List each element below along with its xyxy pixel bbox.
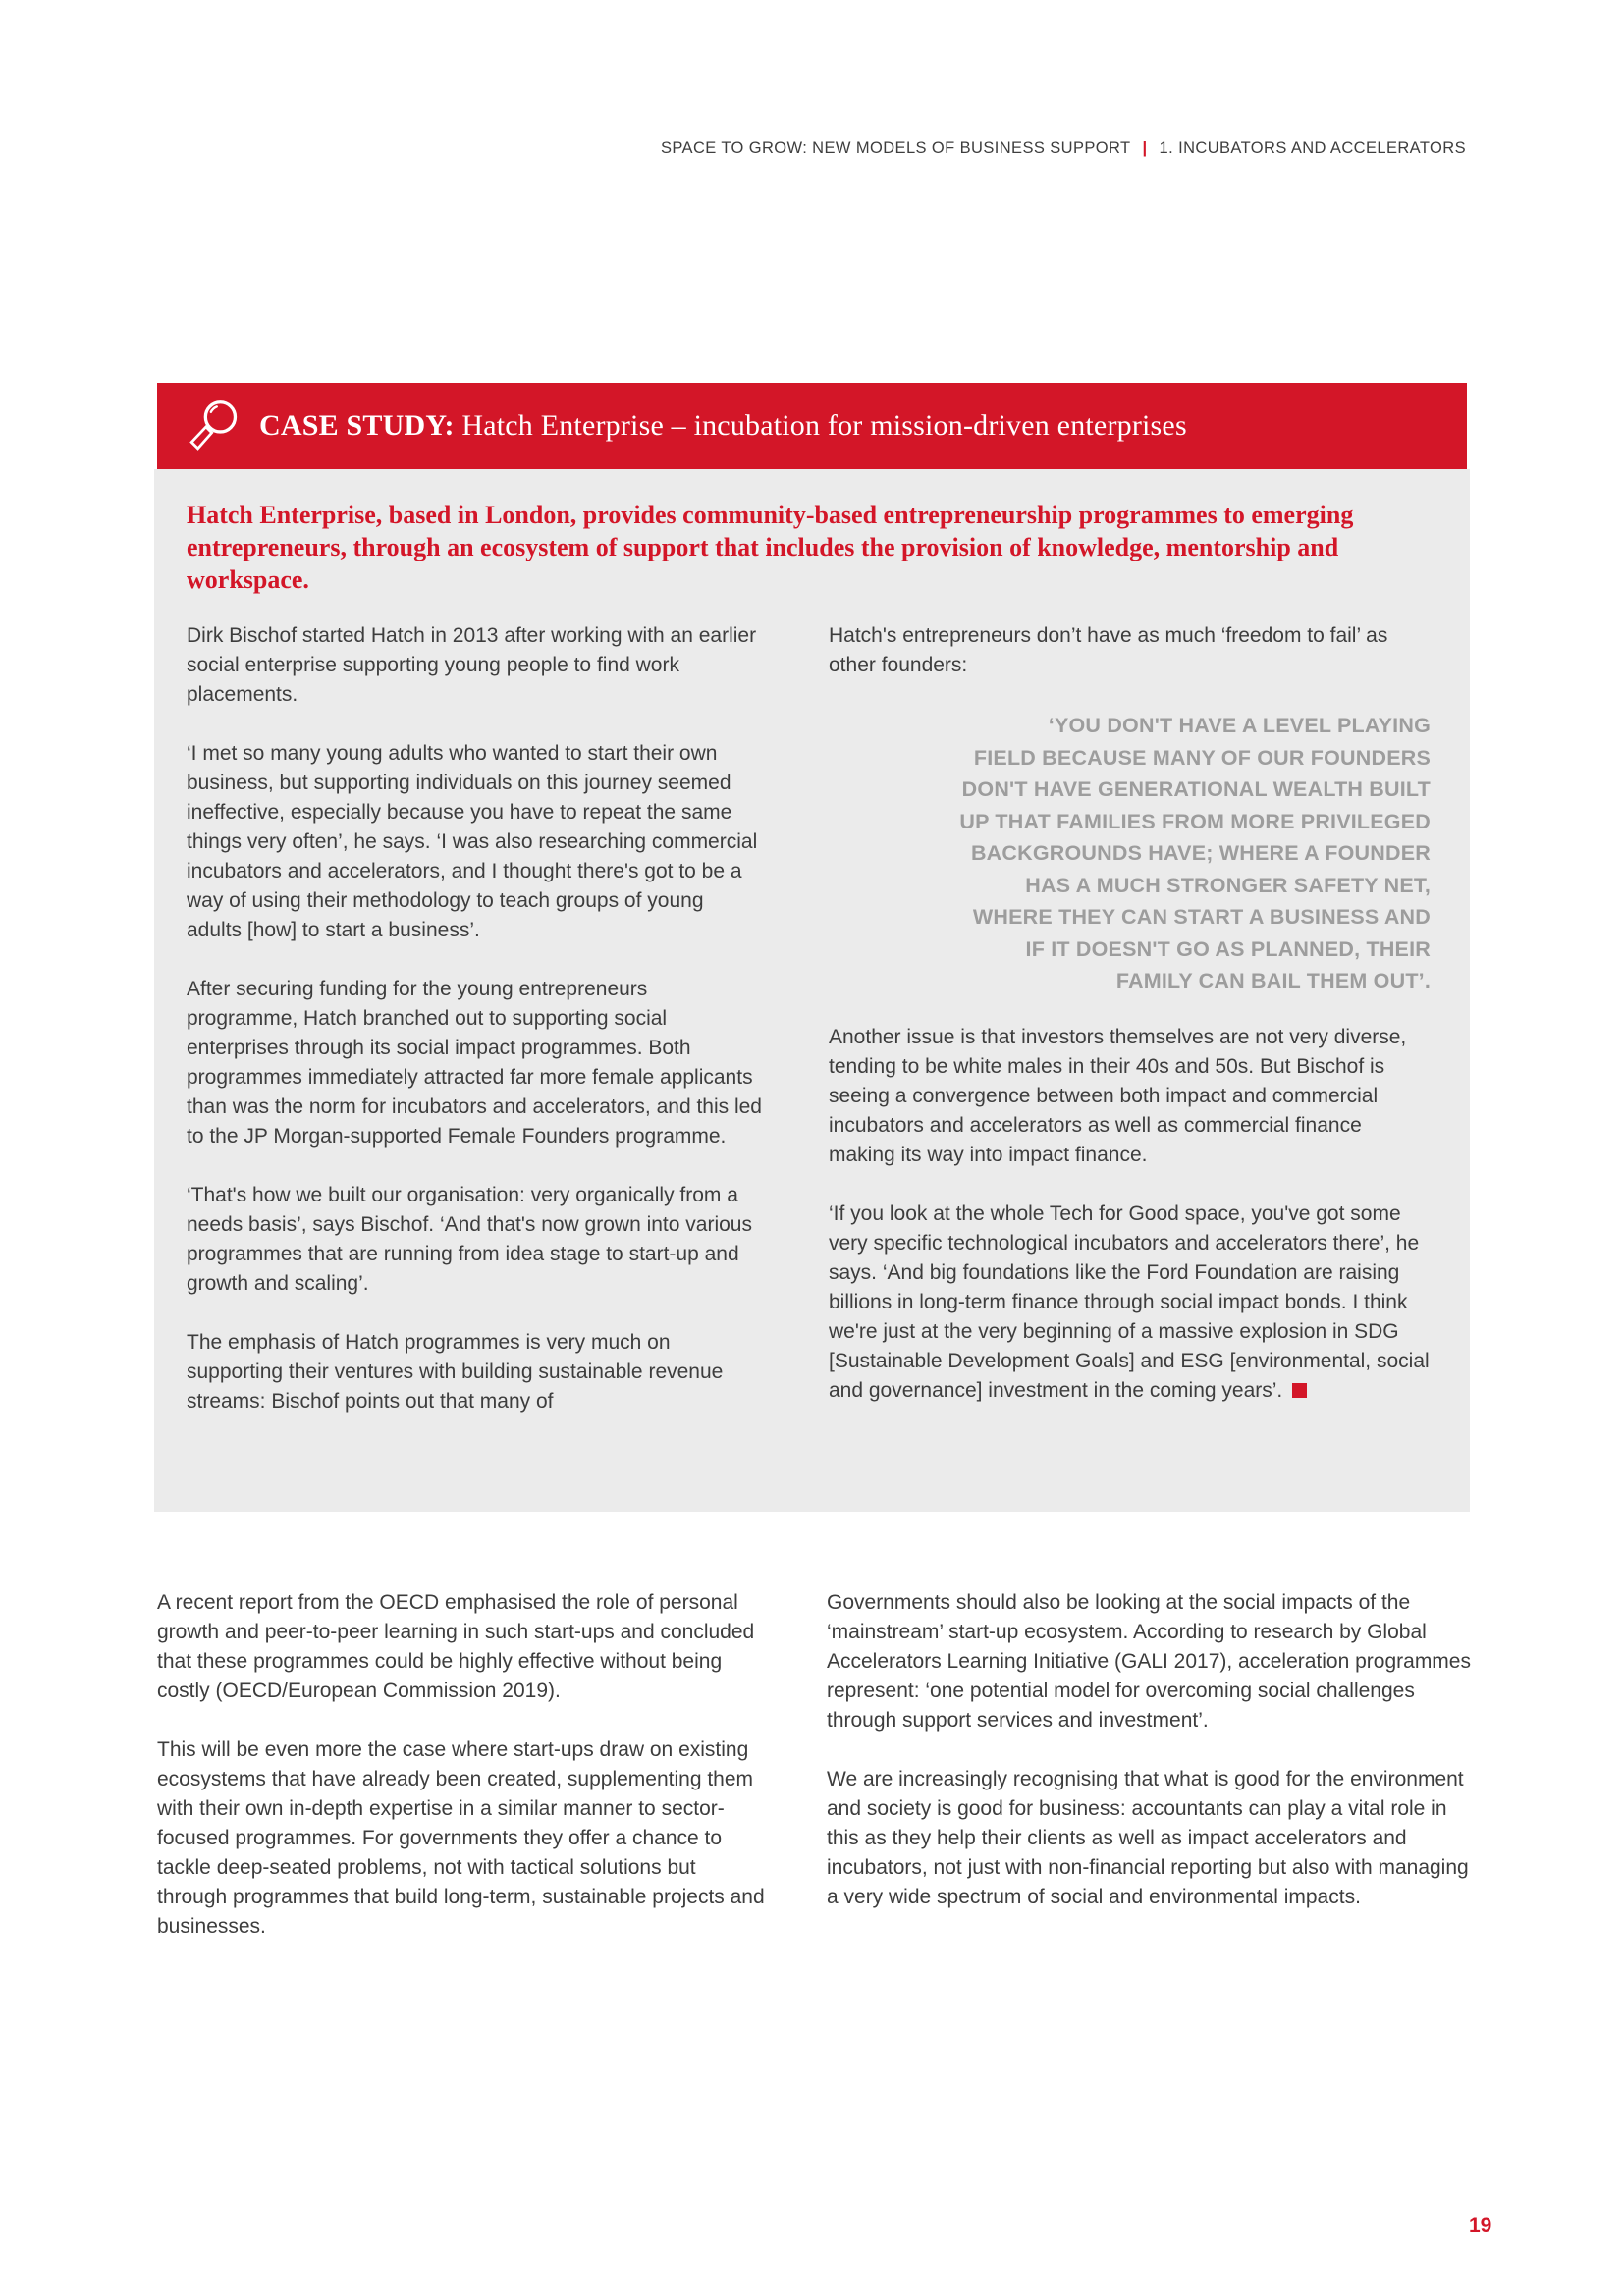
paragraph: ‘That's how we built our organisation: very organically from a needs basis’, says Bischof. ‘And that's now grown into various programmes that are running from idea stage to start-up and growth and scaling’. <box>187 1184 752 1295</box>
pull-quote-line: FIELD BECAUSE MANY OF OUR FOUNDERS <box>973 745 1431 770</box>
paragraph: Governments should also be looking at the social impacts of the ‘mainstream’ start-up ecosystem. According to research by Global Accelerators Learning Initiative (GALI 2017), acceleration programmes represent: ‘one potential model for overcoming social challenges through support services and investment’. <box>827 1591 1471 1732</box>
header-separator: | <box>1142 139 1148 157</box>
case-study-label: CASE STUDY: <box>259 409 455 442</box>
paragraph: This will be even more the case where start-ups draw on existing ecosystems that have already been created, supplementing them with their own in-depth expertise in a similar manner to sector-focused programmes. For governments they offer a chance to tackle deep-seated problems, not with tactical solutions but through programmes that build long-term, sustainable projects and businesses. <box>157 1738 765 1938</box>
case-study-columns <box>187 621 1431 1446</box>
chapter-title: 1. INCUBATORS AND ACCELERATORS <box>1159 139 1466 157</box>
body-section <box>157 1588 1475 1971</box>
pull-quote-line: BACKGROUNDS HAVE; WHERE A FOUNDER <box>970 841 1431 865</box>
paragraph-text: ‘If you look at the whole Tech for Good space, you've got some very specific technological incubators and accelerators there’, he says. ‘And big foundations like the Ford Foundation are raising billions in long-term finance through social impact bonds. I think we're just at the very beginning of a massive explosion in SDG [Sustainable Development Goals] and ESG [environmental, social and governance] investment in the coming years’. <box>829 1201 1430 1402</box>
running-header <box>661 139 1466 158</box>
paragraph: Hatch's entrepreneurs don’t have as much ‘freedom to fail’ as other founders: <box>829 624 1388 676</box>
body-right-column <box>827 1588 1475 1971</box>
pull-quote-line: ‘YOU DON'T HAVE A LEVEL PLAYING <box>1048 714 1431 737</box>
magnifier-icon <box>183 395 245 457</box>
case-study-banner <box>157 383 1467 469</box>
paragraph: Another issue is that investors themselves are not very diverse, tending to be white males in their 40s and 50s. But Bischof is seeing a convergence between both impact and commercial incubators and accelerators as well as commercial finance making its way into impact finance. <box>829 1025 1407 1166</box>
page-number: 19 <box>1469 2215 1492 2237</box>
pull-quote-line: IF IT DOESN'T GO AS PLANNED, THEIR <box>1025 936 1431 961</box>
case-study-intro: Hatch Enterprise, based in London, provides community-based entrepreneurship programmes to emerging entrepreneurs, through an ecosystem of support that includes the provision of knowledge, mentorship and workspace. <box>187 501 1354 594</box>
paragraph: The emphasis of Hatch programmes is very much on supporting their ventures with building sustainable revenue streams: Bischof points out that many of <box>187 1331 724 1413</box>
pull-quote-line: WHERE THEY CAN START A BUSINESS AND <box>972 905 1431 929</box>
case-study-left-column <box>187 621 764 1446</box>
body-left-column <box>157 1588 766 1971</box>
column-gap <box>764 621 829 1446</box>
pull-quote-line: DON'T HAVE GENERATIONAL WEALTH BUILT <box>961 777 1431 801</box>
pull-quote-line: UP THAT FAMILIES FROM MORE PRIVILEGED <box>959 809 1431 833</box>
case-study-title <box>259 409 1187 443</box>
end-of-article-marker <box>1292 1383 1307 1398</box>
column-gap <box>766 1588 827 1971</box>
case-study-panel <box>154 469 1470 1512</box>
case-study-name: Hatch Enterprise – incubation for mission-driven enterprises <box>461 409 1187 442</box>
report-title: SPACE TO GROW: NEW MODELS OF BUSINESS SUPPORT <box>660 139 1131 157</box>
paragraph: ‘I met so many young adults who wanted to start their own business, but supporting individuals on this journey seemed ineffective, especially because you have to repeat the same things very often’, he says. ‘I was also researching commercial incubators and accelerators, and I thought there's got to be a way of using their methodology to teach groups of young adults [how] to start a business’. <box>187 742 758 941</box>
paragraph: A recent report from the OECD emphasised the role of personal growth and peer-to-peer learning in such start-ups and concluded that these programmes could be highly effective without being costly (OECD/European Commission 2019). <box>157 1591 755 1702</box>
pull-quote-line: FAMILY CAN BAIL THEM OUT’. <box>1115 969 1431 992</box>
case-study-right-column <box>829 621 1431 1446</box>
paragraph: After securing funding for the young entrepreneurs programme, Hatch branched out to supporting social enterprises through its social impact programmes. Both programmes immediately attracted far more female applicants than was the norm for incubators and accelerators, and this led to the JP Morgan-supported Female Founders programme. <box>187 978 762 1148</box>
paragraph: We are increasingly recognising that what is good for the environment and society is good for business: accountants can play a vital role in this as they help their clients as well as impact accelerators and incubators, not just with non-financial reporting but also with managing a very wide spectrum of social and environmental impacts. <box>827 1768 1469 1908</box>
paragraph <box>829 1200 1431 1406</box>
pull-quote-line: HAS A MUCH STRONGER SAFETY NET, <box>1025 873 1431 897</box>
pull-quote <box>829 710 1431 997</box>
paragraph: Dirk Bischof started Hatch in 2013 after working with an earlier social enterprise supporting young people to find work placements. <box>187 624 757 706</box>
